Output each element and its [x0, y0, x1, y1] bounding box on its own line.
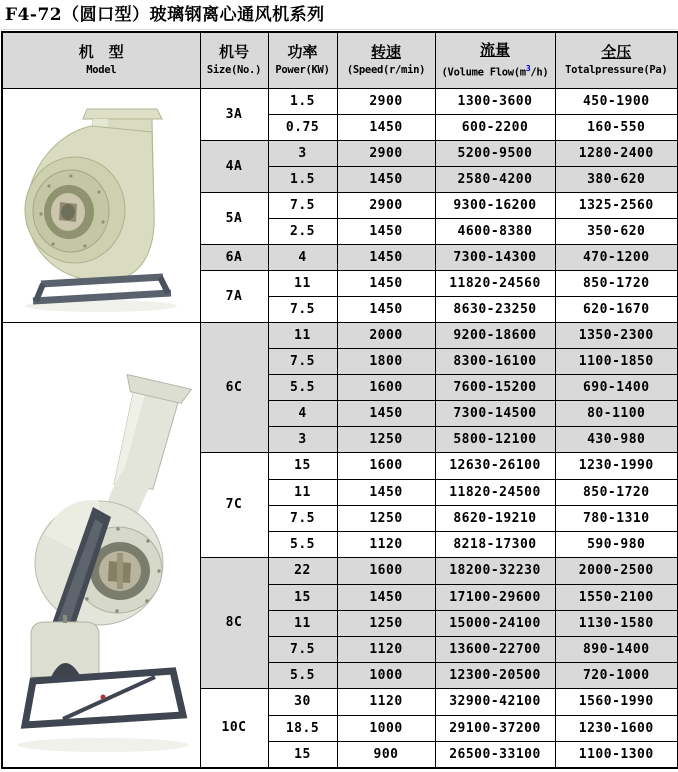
flow-cell: 12300-20500 [435, 662, 555, 688]
pressure-cell: 1350-2300 [555, 322, 678, 348]
pressure-cell: 2000-2500 [555, 557, 678, 584]
power-cell: 11 [268, 479, 337, 505]
speed-cell: 2900 [337, 140, 435, 166]
power-cell: 0.75 [268, 114, 337, 140]
pressure-cell: 1550-2100 [555, 584, 678, 610]
spec-table [1, 31, 678, 769]
power-cell: 7.5 [268, 505, 337, 531]
power-cell: 5.5 [268, 374, 337, 400]
header-row [2, 32, 678, 88]
col-header-size [200, 32, 268, 88]
power-cell: 5.5 [268, 662, 337, 688]
power-cell: 4 [268, 244, 337, 270]
flow-cell: 8620-19210 [435, 505, 555, 531]
speed-cell: 1450 [337, 479, 435, 505]
flow-cell: 7600-15200 [435, 374, 555, 400]
pressure-cell: 1230-1600 [555, 716, 678, 742]
power-cell: 3 [268, 426, 337, 452]
pressure-cell: 160-550 [555, 114, 678, 140]
pressure-cell: 1230-1990 [555, 452, 678, 479]
pressure-cell: 430-980 [555, 426, 678, 452]
size-cell: 4A [200, 140, 268, 192]
col-header-pressure-en: Totalpressure(Pa) [565, 64, 668, 77]
speed-cell: 1600 [337, 452, 435, 479]
power-cell: 11 [268, 270, 337, 296]
belt-drive-centrifugal-fan-photo [2, 322, 200, 768]
power-cell: 15 [268, 742, 337, 768]
flow-cell: 4600-8380 [435, 218, 555, 244]
power-cell: 7.5 [268, 636, 337, 662]
col-header-size-en: Size(No.) [206, 64, 262, 77]
speed-cell: 1450 [337, 400, 435, 426]
speed-cell: 2900 [337, 192, 435, 218]
power-cell: 30 [268, 688, 337, 715]
power-cell: 1.5 [268, 88, 337, 114]
size-cell: 3A [200, 88, 268, 140]
col-header-flow-en: (Volume $Flow(m^3/h)$ [441, 64, 549, 79]
flow-cell: 1300-3600 [435, 88, 555, 114]
flow-cell: 8630-23250 [435, 296, 555, 322]
flow-cell: 17100-29600 [435, 584, 555, 610]
power-cell: 5.5 [268, 531, 337, 557]
power-cell: 2.5 [268, 218, 337, 244]
speed-cell: 1000 [337, 716, 435, 742]
size-cell: 6C [200, 322, 268, 452]
cubic-meter-superscript: 3 [525, 64, 531, 73]
speed-cell: 1120 [337, 531, 435, 557]
power-cell: 7.5 [268, 296, 337, 322]
spec-row [2, 322, 678, 348]
pressure-cell: 1280-2400 [555, 140, 678, 166]
col-header-size-zh: 机号 [218, 43, 249, 62]
power-cell: 11 [268, 610, 337, 636]
speed-cell: 1250 [337, 505, 435, 531]
speed-cell: 1000 [337, 662, 435, 688]
col-header-speed-zh: 转速 [370, 43, 401, 62]
power-cell: 7.5 [268, 348, 337, 374]
pressure-cell: 1560-1990 [555, 688, 678, 715]
speed-cell: 1600 [337, 557, 435, 584]
flow-cell: 32900-42100 [435, 688, 555, 715]
col-header-power-en: Power(KW) [275, 64, 330, 77]
direct-drive-centrifugal-fan-photo [2, 88, 200, 322]
power-cell: 11 [268, 322, 337, 348]
speed-cell: 2000 [337, 322, 435, 348]
pressure-cell: 890-1400 [555, 636, 678, 662]
speed-cell: 1450 [337, 166, 435, 192]
size-cell: 7C [200, 452, 268, 557]
size-cell: 8C [200, 557, 268, 688]
power-cell: 15 [268, 584, 337, 610]
col-header-pressure-zh: 全压 [601, 43, 632, 62]
speed-cell: 1450 [337, 218, 435, 244]
pressure-cell: 1100-1850 [555, 348, 678, 374]
col-header-model [2, 32, 200, 88]
size-cell: 5A [200, 192, 268, 244]
speed-cell: 1120 [337, 688, 435, 715]
speed-cell: 1250 [337, 610, 435, 636]
power-cell: 7.5 [268, 192, 337, 218]
col-header-pressure [555, 32, 678, 88]
power-cell: 4 [268, 400, 337, 426]
speed-cell: 900 [337, 742, 435, 768]
pressure-cell: 380-620 [555, 166, 678, 192]
pressure-cell: 1130-1580 [555, 610, 678, 636]
flow-cell: 8218-17300 [435, 531, 555, 557]
pressure-cell: 80-1100 [555, 400, 678, 426]
speed-cell: 1450 [337, 584, 435, 610]
pressure-cell: 350-620 [555, 218, 678, 244]
flow-cell: 11820-24560 [435, 270, 555, 296]
col-header-speed [337, 32, 435, 88]
spec-row [2, 88, 678, 114]
flow-cell: 5200-9500 [435, 140, 555, 166]
speed-cell: 1800 [337, 348, 435, 374]
pressure-cell: 1100-1300 [555, 742, 678, 768]
speed-cell: 1120 [337, 636, 435, 662]
size-cell: 10C [200, 688, 268, 767]
pressure-cell: 620-1670 [555, 296, 678, 322]
speed-cell: 1450 [337, 244, 435, 270]
flow-cell: 2580-4200 [435, 166, 555, 192]
power-cell: 15 [268, 452, 337, 479]
flow-cell: 29100-37200 [435, 716, 555, 742]
flow-cell: 600-2200 [435, 114, 555, 140]
flow-cell: 9200-18600 [435, 322, 555, 348]
pressure-cell: 590-980 [555, 531, 678, 557]
flow-cell: 13600-22700 [435, 636, 555, 662]
flow-cell: 7300-14500 [435, 400, 555, 426]
power-cell: 22 [268, 557, 337, 584]
pressure-cell: 850-1720 [555, 270, 678, 296]
flow-cell: 11820-24500 [435, 479, 555, 505]
col-header-model-en: Model [86, 64, 117, 77]
col-header-speed-en: (Speed(r/min) [346, 64, 426, 77]
speed-cell: 1450 [337, 296, 435, 322]
pressure-cell: 690-1400 [555, 374, 678, 400]
speed-cell: 1450 [337, 114, 435, 140]
pressure-cell: 470-1200 [555, 244, 678, 270]
speed-cell: 1600 [337, 374, 435, 400]
flow-cell: 26500-33100 [435, 742, 555, 768]
flow-cell: 18200-32230 [435, 557, 555, 584]
pressure-cell: 1325-2560 [555, 192, 678, 218]
flow-cell: 12630-26100 [435, 452, 555, 479]
col-header-flow-zh: 流量 [479, 41, 510, 59]
pressure-cell: 720-1000 [555, 662, 678, 688]
page-title: F4-72（圆口型）玻璃钢离心通风机系列 [1, 2, 677, 30]
flow-cell: 8300-16100 [435, 348, 555, 374]
col-header-model-zh: 机 型 [78, 43, 124, 62]
speed-cell: 2900 [337, 88, 435, 114]
power-cell: 3 [268, 140, 337, 166]
size-cell: 7A [200, 270, 268, 322]
flow-cell: 15000-24100 [435, 610, 555, 636]
col-header-flow [435, 32, 555, 88]
spec-table-body [2, 88, 678, 768]
belt-drive-fan-image [5, 325, 199, 765]
power-cell: 18.5 [268, 716, 337, 742]
flow-cell: 7300-14300 [435, 244, 555, 270]
power-cell: 1.5 [268, 166, 337, 192]
pressure-cell: 450-1900 [555, 88, 678, 114]
direct-drive-fan-image [5, 94, 199, 316]
flow-cell: 5800-12100 [435, 426, 555, 452]
speed-cell: 1250 [337, 426, 435, 452]
flow-cell: 9300-16200 [435, 192, 555, 218]
pressure-cell: 780-1310 [555, 505, 678, 531]
size-cell: 6A [200, 244, 268, 270]
pressure-cell: 850-1720 [555, 479, 678, 505]
col-header-power [268, 32, 337, 88]
col-header-power-zh: 功率 [287, 43, 318, 62]
speed-cell: 1450 [337, 270, 435, 296]
